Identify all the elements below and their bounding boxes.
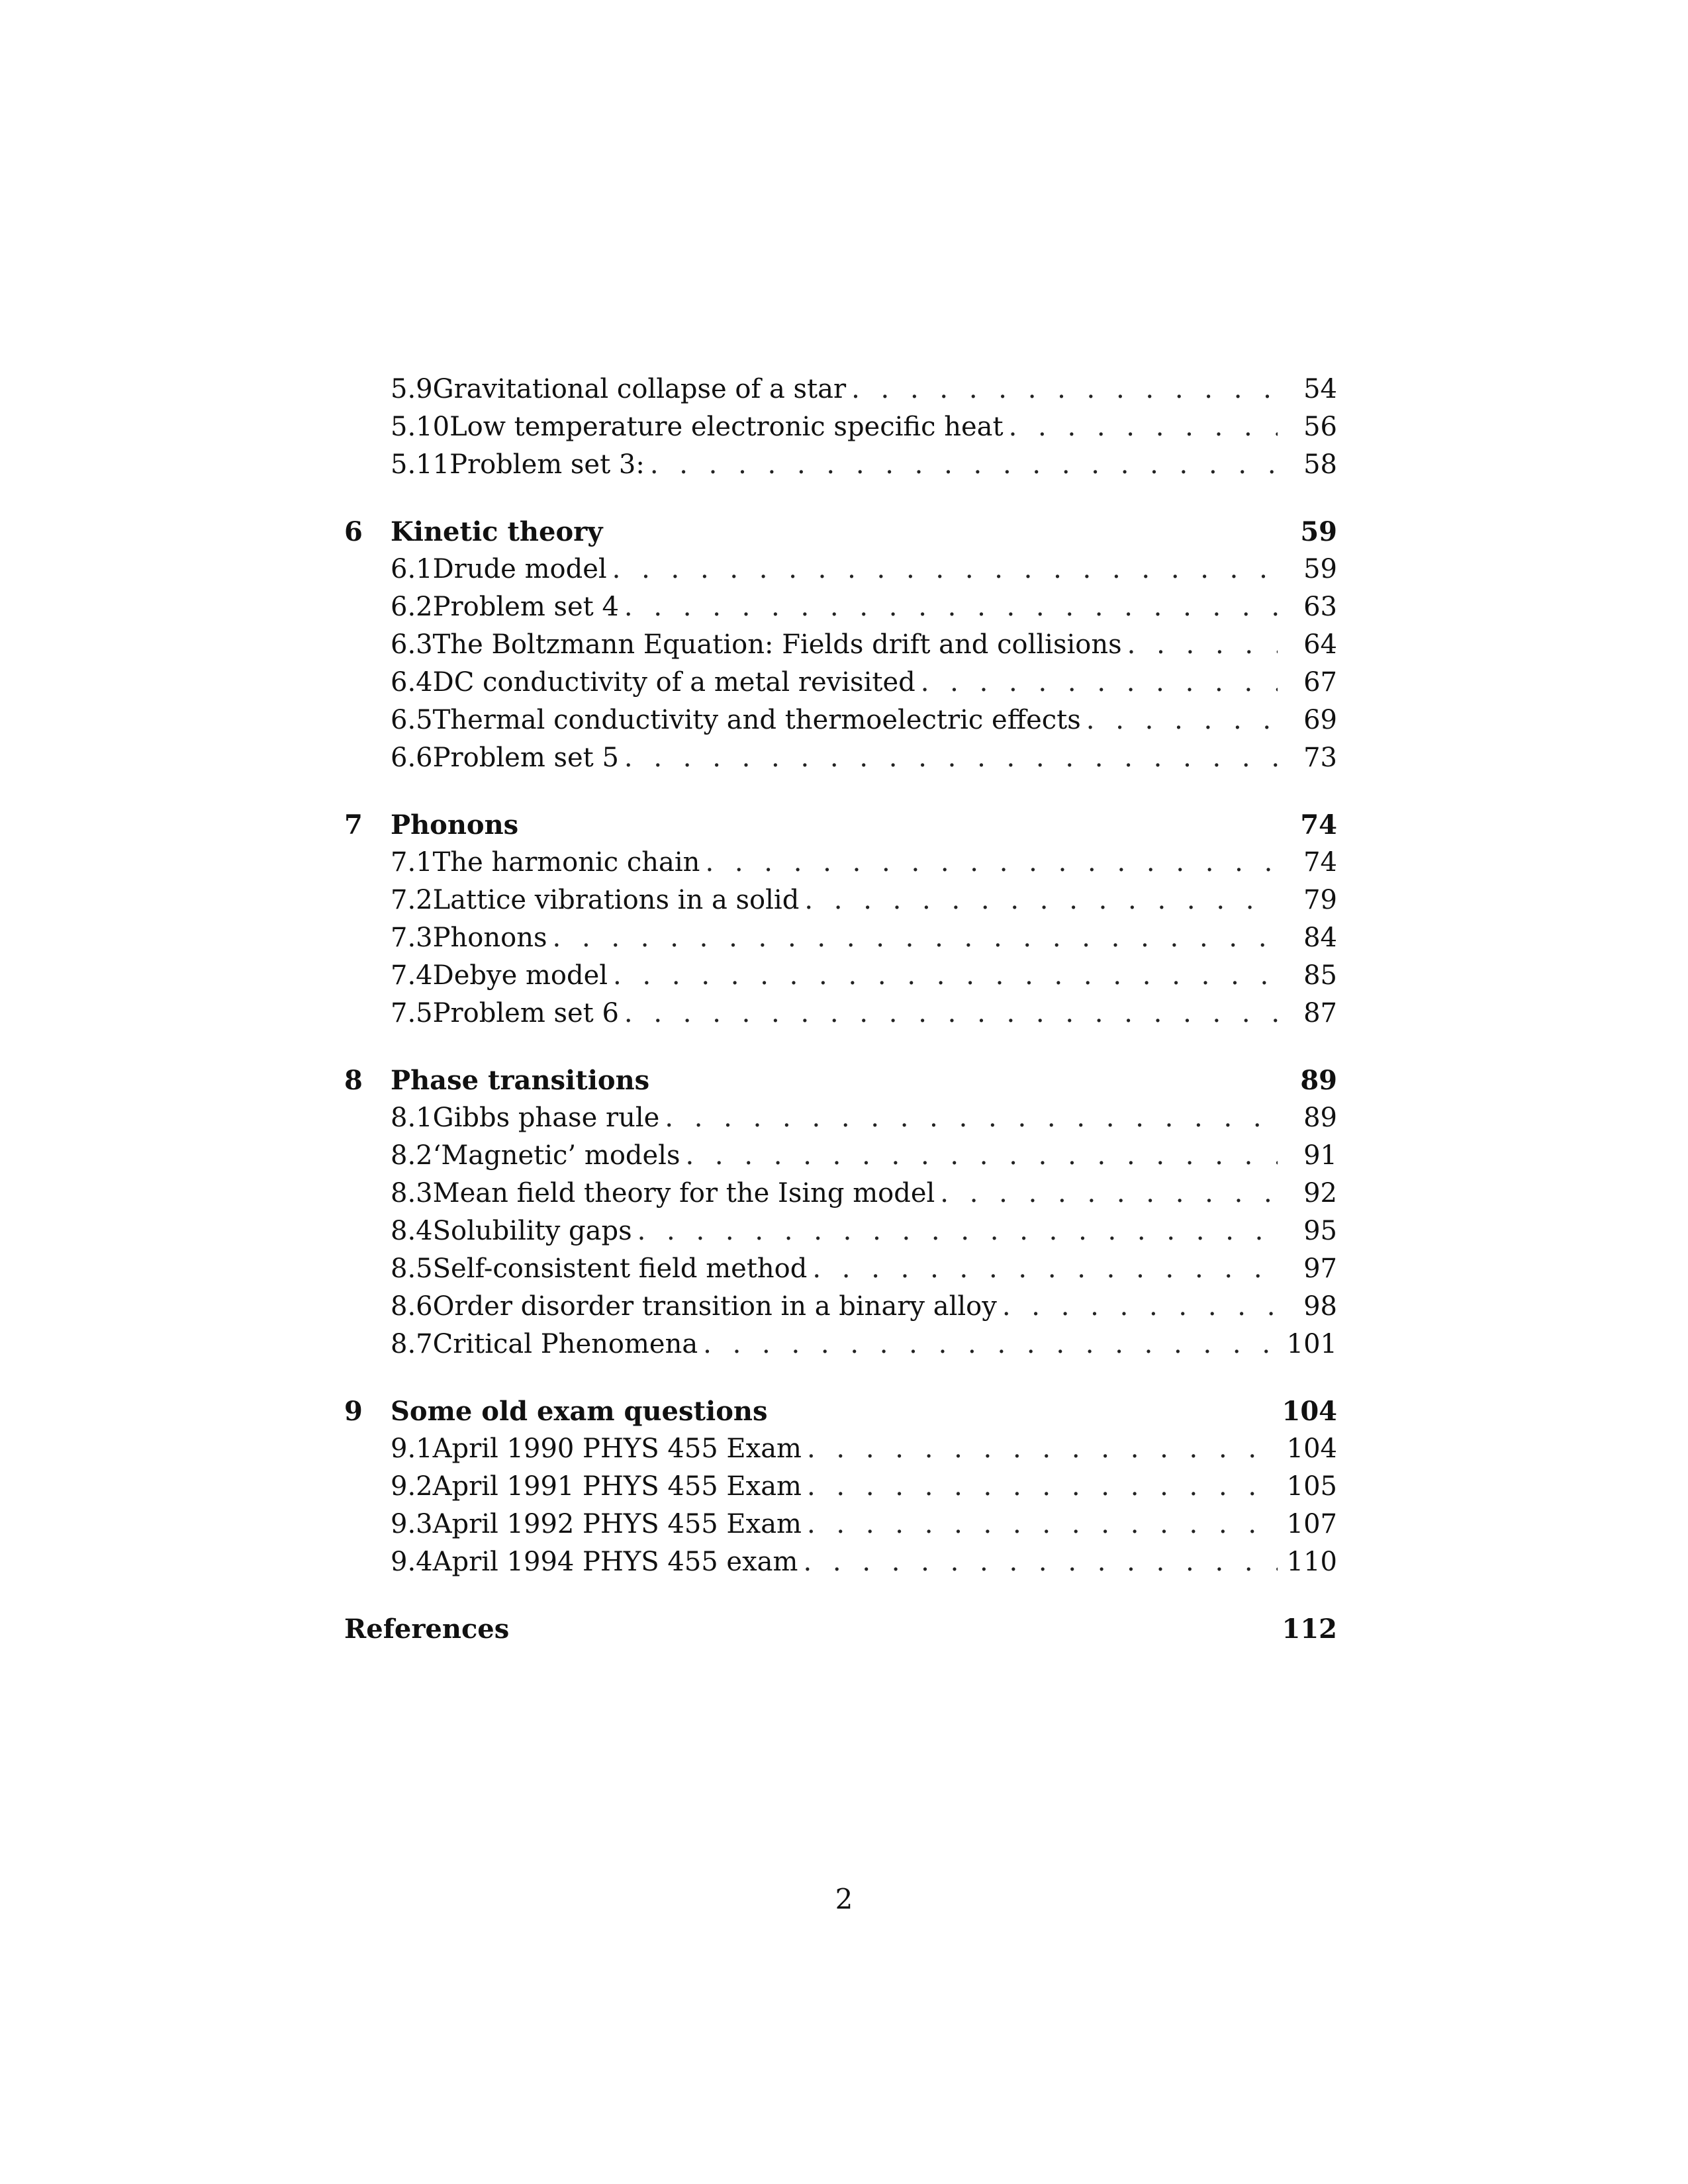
toc-chapter-page: 104 bbox=[1282, 1396, 1337, 1427]
toc-section-title: Phonons bbox=[432, 923, 547, 953]
toc-chapter-entry[interactable] bbox=[344, 513, 1337, 551]
toc-dot-leader bbox=[807, 1506, 1278, 1543]
toc-dot-leader bbox=[1002, 1288, 1278, 1326]
toc-section-number: 8.2 bbox=[391, 1140, 433, 1171]
toc-section-number: 5.10 bbox=[391, 412, 450, 442]
toc-section-entry[interactable] bbox=[344, 882, 1337, 919]
toc-section-entry[interactable] bbox=[344, 551, 1337, 588]
toc-section-number: 6.2 bbox=[391, 592, 433, 622]
toc-section-number: 6.6 bbox=[391, 743, 433, 773]
toc-section-page: 107 bbox=[1286, 1509, 1337, 1539]
toc-section-title: ‘Magnetic’ models bbox=[432, 1140, 680, 1171]
toc-continued-sections bbox=[344, 371, 1337, 484]
toc-section-page: 89 bbox=[1303, 1103, 1337, 1133]
toc-chapter-title: Some old exam questions bbox=[391, 1396, 768, 1427]
toc-section-page: 97 bbox=[1303, 1253, 1337, 1284]
toc-section-entry[interactable] bbox=[344, 957, 1337, 995]
toc-chapter-group bbox=[344, 806, 1337, 1032]
toc-dot-leader bbox=[807, 1468, 1278, 1506]
toc-dot-leader bbox=[637, 1212, 1278, 1250]
toc-section-number: 7.3 bbox=[391, 923, 433, 953]
toc-section-title: Critical Phenomena bbox=[432, 1329, 698, 1359]
toc-chapters bbox=[344, 513, 1337, 1581]
toc-section-title: Mean field theory for the Ising model bbox=[432, 1178, 935, 1208]
toc-section-title: April 1991 PHYS 455 Exam bbox=[432, 1471, 802, 1502]
toc-section-title: April 1994 PHYS 455 exam bbox=[432, 1547, 798, 1577]
toc-section-entry[interactable] bbox=[344, 844, 1337, 882]
toc-chapter-title: Kinetic theory bbox=[391, 516, 603, 547]
toc-section-entry[interactable] bbox=[344, 1288, 1337, 1326]
toc-section-entry[interactable] bbox=[344, 1137, 1337, 1175]
toc-section-entry[interactable] bbox=[344, 408, 1337, 446]
toc-section-page: 69 bbox=[1303, 705, 1337, 735]
toc-section-number: 7.1 bbox=[391, 847, 433, 878]
toc-dot-leader bbox=[851, 371, 1278, 408]
toc-section-number: 9.1 bbox=[391, 1433, 433, 1464]
toc-section-page: 92 bbox=[1303, 1178, 1337, 1208]
toc-section-title: DC conductivity of a metal revisited bbox=[432, 667, 915, 698]
table-of-contents bbox=[344, 371, 1337, 1648]
toc-dot-leader bbox=[612, 551, 1278, 588]
toc-section-entry[interactable] bbox=[344, 1506, 1337, 1543]
toc-section-title: Problem set 4 bbox=[432, 592, 619, 622]
toc-section-page: 104 bbox=[1286, 1433, 1337, 1464]
toc-section-title: Lattice vibrations in a solid bbox=[432, 885, 800, 915]
toc-section-entry[interactable] bbox=[344, 995, 1337, 1032]
toc-dot-leader bbox=[804, 882, 1278, 919]
toc-dot-leader bbox=[650, 446, 1278, 484]
toc-references bbox=[344, 1610, 1337, 1648]
toc-section-number: 9.2 bbox=[391, 1471, 433, 1502]
toc-section-page: 59 bbox=[1303, 554, 1337, 584]
toc-section-number: 7.2 bbox=[391, 885, 433, 915]
page-number: 2 bbox=[835, 1883, 853, 1915]
toc-section-page: 63 bbox=[1303, 592, 1337, 622]
toc-dot-leader bbox=[1009, 408, 1278, 446]
toc-section-entry[interactable] bbox=[344, 702, 1337, 739]
toc-section-title: Problem set 6 bbox=[432, 998, 619, 1028]
toc-chapter-group bbox=[344, 513, 1337, 777]
toc-section-title: Low temperature electronic specific heat bbox=[449, 412, 1004, 442]
toc-dot-leader bbox=[686, 1137, 1278, 1175]
toc-section-number: 8.1 bbox=[391, 1103, 433, 1133]
toc-section-entry[interactable] bbox=[344, 1430, 1337, 1468]
toc-section-page: 73 bbox=[1303, 743, 1337, 773]
toc-section-title: Thermal conductivity and thermoelectric effects bbox=[432, 705, 1081, 735]
toc-dot-leader bbox=[812, 1250, 1278, 1288]
toc-chapter-number: 6 bbox=[344, 516, 363, 547]
toc-dot-leader bbox=[624, 995, 1278, 1032]
toc-section-entry[interactable] bbox=[344, 664, 1337, 702]
toc-section-title: April 1992 PHYS 455 Exam bbox=[432, 1509, 802, 1539]
toc-chapter-entry[interactable] bbox=[344, 1392, 1337, 1430]
toc-section-entry[interactable] bbox=[344, 588, 1337, 626]
toc-section-page: 91 bbox=[1303, 1140, 1337, 1171]
toc-references-title: References bbox=[344, 1614, 510, 1645]
toc-section-page: 79 bbox=[1303, 885, 1337, 915]
toc-section-title: Gravitational collapse of a star bbox=[432, 374, 847, 404]
toc-chapter-page: 74 bbox=[1300, 809, 1337, 841]
toc-section-title: Drude model bbox=[432, 554, 607, 584]
toc-section-page: 85 bbox=[1303, 960, 1337, 991]
toc-dot-leader bbox=[624, 588, 1278, 626]
toc-section-page: 56 bbox=[1303, 412, 1337, 442]
toc-references-entry[interactable] bbox=[344, 1610, 1337, 1648]
toc-section-number: 8.3 bbox=[391, 1178, 433, 1208]
toc-section-entry[interactable] bbox=[344, 1175, 1337, 1212]
toc-section-title: Gibbs phase rule bbox=[432, 1103, 660, 1133]
toc-chapter-group bbox=[344, 1062, 1337, 1363]
toc-dot-leader bbox=[624, 739, 1278, 777]
toc-section-number: 8.6 bbox=[391, 1291, 433, 1322]
toc-section-number: 9.4 bbox=[391, 1547, 433, 1577]
toc-chapter-page: 89 bbox=[1300, 1065, 1337, 1096]
toc-section-page: 101 bbox=[1286, 1329, 1337, 1359]
toc-section-entry[interactable] bbox=[344, 371, 1337, 408]
toc-chapter-number: 8 bbox=[344, 1065, 363, 1096]
toc-dot-leader bbox=[613, 957, 1278, 995]
toc-section-page: 98 bbox=[1303, 1291, 1337, 1322]
toc-section-title: Self-consistent field method bbox=[432, 1253, 808, 1284]
toc-section-entry[interactable] bbox=[344, 1543, 1337, 1581]
toc-section-number: 5.9 bbox=[391, 374, 433, 404]
toc-chapter-entry[interactable] bbox=[344, 806, 1337, 844]
toc-chapter-title: Phonons bbox=[391, 809, 519, 841]
toc-section-entry[interactable] bbox=[344, 446, 1337, 484]
toc-section-entry[interactable] bbox=[344, 626, 1337, 664]
toc-section-number: 8.5 bbox=[391, 1253, 433, 1284]
toc-section-entry[interactable] bbox=[344, 1326, 1337, 1363]
toc-section-title: Problem set 5 bbox=[432, 743, 619, 773]
toc-section-number: 5.11 bbox=[391, 449, 450, 480]
toc-section-number: 7.5 bbox=[391, 998, 433, 1028]
toc-section-entry[interactable] bbox=[344, 1099, 1337, 1137]
toc-section-page: 54 bbox=[1303, 374, 1337, 404]
toc-section-page: 105 bbox=[1286, 1471, 1337, 1502]
toc-chapter-title: Phase transitions bbox=[391, 1065, 650, 1096]
toc-section-title: Problem set 3: bbox=[449, 449, 645, 480]
toc-section-entry[interactable] bbox=[344, 1212, 1337, 1250]
toc-section-number: 6.4 bbox=[391, 667, 433, 698]
toc-section-entry[interactable] bbox=[344, 739, 1337, 777]
toc-section-title: April 1990 PHYS 455 Exam bbox=[432, 1433, 802, 1464]
toc-section-number: 7.4 bbox=[391, 960, 433, 991]
toc-dot-leader bbox=[705, 844, 1278, 882]
toc-section-number: 6.3 bbox=[391, 629, 433, 660]
toc-section-entry[interactable] bbox=[344, 919, 1337, 957]
toc-references-page: 112 bbox=[1282, 1614, 1337, 1645]
toc-section-page: 74 bbox=[1303, 847, 1337, 878]
toc-section-page: 58 bbox=[1303, 449, 1337, 480]
toc-dot-leader bbox=[665, 1099, 1278, 1137]
toc-chapter-page: 59 bbox=[1300, 516, 1337, 547]
toc-dot-leader bbox=[940, 1175, 1278, 1212]
toc-chapter-number: 9 bbox=[344, 1396, 363, 1427]
toc-chapter-number: 7 bbox=[344, 809, 363, 841]
toc-section-page: 87 bbox=[1303, 998, 1337, 1028]
toc-dot-leader bbox=[553, 919, 1278, 957]
toc-section-page: 110 bbox=[1286, 1547, 1337, 1577]
toc-section-number: 9.3 bbox=[391, 1509, 433, 1539]
toc-chapter-entry[interactable] bbox=[344, 1062, 1337, 1099]
toc-dot-leader bbox=[921, 664, 1278, 702]
toc-dot-leader bbox=[1086, 702, 1278, 739]
toc-dot-leader bbox=[703, 1326, 1278, 1363]
toc-section-title: The harmonic chain bbox=[432, 847, 700, 878]
toc-dot-leader bbox=[803, 1543, 1278, 1581]
toc-section-page: 67 bbox=[1303, 667, 1337, 698]
toc-section-title: Debye model bbox=[432, 960, 608, 991]
toc-section-page: 95 bbox=[1303, 1216, 1337, 1246]
toc-section-page: 64 bbox=[1303, 629, 1337, 660]
toc-section-title: The Boltzmann Equation: Fields drift and collisions bbox=[432, 629, 1122, 660]
toc-dot-leader bbox=[807, 1430, 1278, 1468]
toc-section-number: 8.7 bbox=[391, 1329, 433, 1359]
toc-section-entry[interactable] bbox=[344, 1468, 1337, 1506]
toc-section-page: 84 bbox=[1303, 923, 1337, 953]
toc-section-number: 8.4 bbox=[391, 1216, 433, 1246]
toc-section-number: 6.1 bbox=[391, 554, 433, 584]
toc-section-title: Order disorder transition in a binary alloy bbox=[432, 1291, 997, 1322]
toc-section-title: Solubility gaps bbox=[432, 1216, 632, 1246]
toc-chapter-group bbox=[344, 1392, 1337, 1581]
toc-dot-leader bbox=[1127, 626, 1278, 664]
toc-section-number: 6.5 bbox=[391, 705, 433, 735]
toc-section-entry[interactable] bbox=[344, 1250, 1337, 1288]
